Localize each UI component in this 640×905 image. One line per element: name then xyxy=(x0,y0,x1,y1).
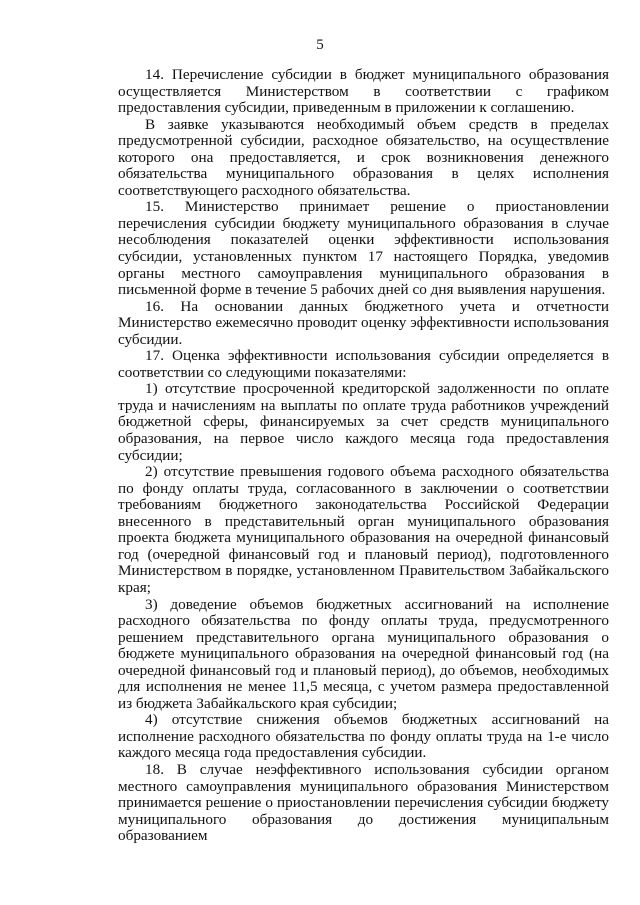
paragraph-14: 14. Перечисление субсидии в бюджет муниципального образования осуществляется Министерством в соответствии с графиком предоставления субсидии, приведенным в приложении к соглашению. xyxy=(118,66,609,117)
document-body xyxy=(118,67,609,845)
paragraph-15: 15. Министерство принимает решение о приостановлении перечисления субсидии бюджету муниципального образования в случае несоблюдения показателей оценки эффективности использования субсидии, установленных пунктом 17 настоящего Порядка, уведомив органы местного самоуправления муниципального образования в письменной форме в течение 5 рабочих дней со дня выявления нарушения. xyxy=(118,198,609,299)
indicator-1: 1) отсутствие просроченной кредиторской задолженности по оплате труда и начислениям на выплаты по оплате труда работников учреждений бюджетной сферы, финансируемых за счет средств муниципального образования, на первое число каждого месяца года предоставления субсидии; xyxy=(118,380,609,464)
indicator-4: 4) отсутствие снижения объемов бюджетных ассигнований на исполнение расходного обязательства по фонду оплаты труда на 1-е число каждого месяца года предоставления субсидии. xyxy=(118,711,609,762)
page-number: 5 xyxy=(316,37,324,53)
paragraph-application-contents: В заявке указываются необходимый объем средств в пределах предусмотренной субсидии, расходное обязательство, на осуществление которого она предоставляется, и срок возникновения денежного обязательства муниципального образования в целях исполнения соответствующего расходного обязательства. xyxy=(118,115,609,199)
paragraph-16: 16. На основании данных бюджетного учета и отчетности Министерство ежемесячно проводит оценку эффективности использования субсидии. xyxy=(118,297,609,348)
indicator-3: 3) доведение объемов бюджетных ассигнований на исполнение расходного обязательства по фонду оплаты труда, предусмотренного решением представительного органа муниципального образования о бюджете муниципального образования на очередной финансовый год (на очередной финансовый год и плановый период), до объемов, необходимых для исполнения не менее 11,5 месяца, с учетом размера предоставленной из бюджета Забайкальского края субсидии; xyxy=(118,595,609,712)
indicator-2: 2) отсутствие превышения годового объема расходного обязательства по фонду оплаты труда, согласованного в заключении о соответствии требованиям бюджетного законодательства Российской Федерации внесенного в представительный орган муниципального образования проекта бюджета муниципального образования на очередной финансовый год (очередной финансовый год и плановый период), подготовленного Министерством в порядке, установленном Правительством Забайкальского края; xyxy=(118,463,609,596)
paragraph-17: 17. Оценка эффективности использования субсидии определяется в соответствии со следующими показателями: xyxy=(118,347,609,381)
paragraph-18: 18. В случае неэффективного использования субсидии органом местного самоуправления муниципального образования Министерством принимается решение о приостановлении перечисления субсидии бюджету муниципального образования до достижения муниципальным образованием xyxy=(118,760,609,845)
